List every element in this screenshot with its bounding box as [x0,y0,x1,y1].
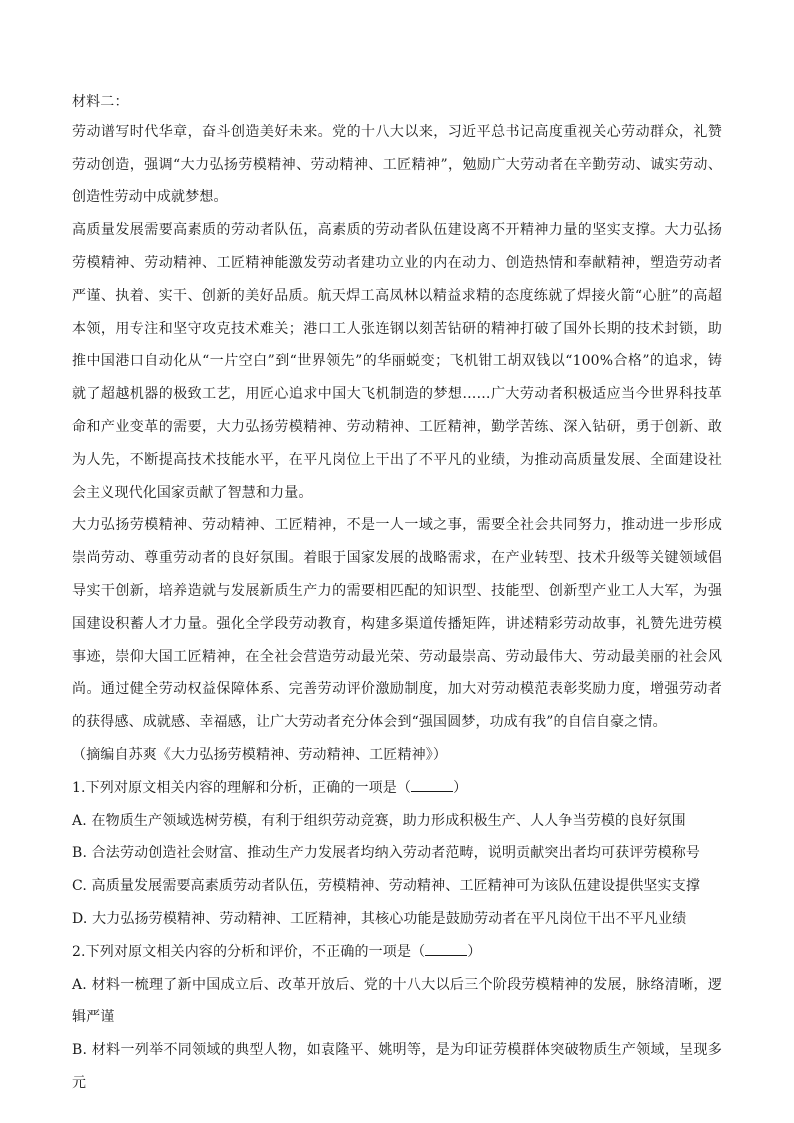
question-1-stem-text: 1.下列对原文相关内容的理解和分析，正确的一项是（ [72,779,412,796]
paragraph-intro: 劳动谱写时代华章，奋斗创造美好未来。党的十八大以来，习近平总书记高度重视关心劳动群众，礼赞劳动创造，强调“大力弘扬劳模精神、劳动精神、工匠精神”，勉励广大劳动者在辛勤劳动、诚实劳动、创造性劳动中成就梦想。 [72,123,722,206]
document-page [72,93,722,1100]
question-1-option-b: B. 合法劳动创造社会财富、推动生产力发展者均纳入劳动者范畴，说明贡献突出者均可获评劳模称号 [72,845,701,862]
question-1-stem [72,772,722,805]
question-1-option-d: D. 大力弘扬劳模精神、劳动精神、工匠精神，其核心功能是鼓励劳动者在平凡岗位干出不平凡业绩 [72,910,687,927]
answer-blank-2[interactable] [425,943,467,956]
question-2-stem [72,936,722,969]
source-citation: （摘编自苏爽《大力弘扬劳模精神、劳动精神、工匠精神》） [72,746,448,763]
question-1-option-c: C. 高质量发展需要高素质劳动者队伍，劳模精神、劳动精神、工匠精神可为该队伍建设提供坚实支撑 [72,878,701,895]
answer-blank-1[interactable] [411,779,453,792]
question-2-stem-text: 2.下列对原文相关内容的分析和评价，不正确的一项是（ [72,943,426,960]
question-2-stem-end: ） [467,943,482,960]
paragraph-whole-society: 大力弘扬劳模精神、劳动精神、工匠精神，不是一人一域之事，需要全社会共同努力，推动进一步形成崇尚劳动、尊重劳动者的良好氛围。着眼于国家发展的战略需求，在产业转型、技术升级等关键领域倡导实干创新，培养造就与发展新质生产力的需要相匹配的知识型、技能型、创新型产业工人大军，为强国建设积蓄人才力量。强化全学段劳动教育，构建多渠道传播矩阵，讲述精彩劳动故事，礼赞先进劳模事迹，崇仰大国工匠精神，在全社会营造劳动最光荣、劳动最崇高、劳动最伟大、劳动最美丽的社会风尚。通过健全劳动权益保障体系、完善劳动评价激励制度，加大对劳动模范表彰奖励力度，增强劳动者的获得感、成就感、幸福感，让广大劳动者充分体会到“强国圆梦，功成有我”的自信自豪之情。 [72,517,722,731]
material-heading: 材料二： [72,94,129,110]
question-2-option-a: A. 材料一梳理了新中国成立后、改革开放后、党的十八大以后三个阶段劳模精神的发展，脉络清晰，逻辑严谨 [72,976,722,1026]
question-1-stem-end: ） [453,779,468,796]
question-2-option-b: B. 材料一列举不同领域的典型人物，如袁隆平、姚明等，是为印证劳模群体突破物质生产领域，呈现多元 [72,1042,722,1091]
paragraph-quality-development: 高质量发展需要高素质的劳动者队伍，高素质的劳动者队伍建设离不开精神力量的坚实支撑。大力弘扬劳模精神、劳动精神、工匠精神能激发劳动者建功立业的内在动力、创造热情和奉献精神，塑造劳动者严谨、执着、实干、创新的美好品质。航天焊工高凤林以精益求精的态度练就了焊接火箭“心脏”的高超本领，用专注和坚守攻克技术难关；港口工人张连钢以刻苦钻研的精神打破了国外长期的技术封锁，助推中国港口自动化从“一片空白”到“世界领先”的华丽蜕变；飞机钳工胡双钱以“100%合格”的追求，铸就了超越机器的极致工艺，用匠心追求中国大飞机制造的梦想……广大劳动者积极适应当今世界科技革命和产业变革的需要，大力弘扬劳模精神、劳动精神、工匠精神，勤学苦练、深入钻研，勇于创新、敢为人先，不断提高技术技能水平，在平凡岗位上干出了不平凡的业绩，为推动高质量发展、全面建设社会主义现代化国家贡献了智慧和力量。 [72,222,722,501]
question-1-option-a: A. 在物质生产领域选树劳模，有利于组织劳动竞赛，助力形成积极生产、人人争当劳模的良好氛围 [72,812,686,829]
